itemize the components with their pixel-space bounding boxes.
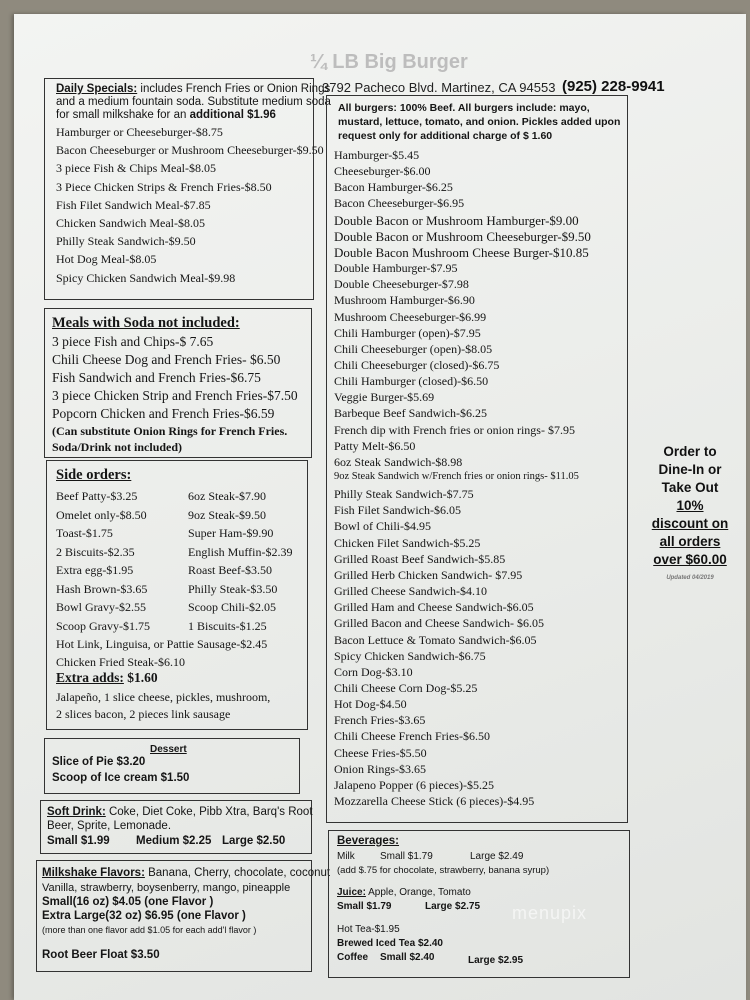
meals-heading: Meals with Soda not included: xyxy=(52,315,240,331)
burger-item: Barbeque Beef Sandwich-$6.25 xyxy=(334,406,487,421)
list-item: Hamburger or Cheeseburger-$8.75 xyxy=(56,125,223,139)
extra-adds-line-1: Jalapeño, 1 slice cheese, pickles, mushroom, xyxy=(56,690,271,704)
promo-line-3: Take Out xyxy=(661,480,719,495)
burger-item: Mozzarella Cheese Stick (6 pieces)-$4.95 xyxy=(334,794,535,808)
promo-line-7: over $60.00 xyxy=(653,552,727,567)
coffee-label: Coffee xyxy=(337,952,369,963)
list-item: 2 Biscuits-$2.35 xyxy=(56,544,135,559)
list-item: Spicy Chicken Sandwich Meal-$9.98 xyxy=(56,270,236,285)
discount-promo xyxy=(632,443,748,587)
list-item: Roast Beef-$3.50 xyxy=(188,563,272,577)
list-item: Beef Patty-$3.25 xyxy=(56,489,138,503)
soft-drink-large: Large $2.50 xyxy=(222,835,286,847)
list-item: 3 Piece Chicken Strips & French Fries-$8.50 xyxy=(56,179,272,194)
milk-note: (add $.75 for chocolate, strawberry, banana syrup) xyxy=(337,865,550,876)
burger-item: Double Hamburger-$7.95 xyxy=(334,261,458,276)
restaurant-address: 3792 Pacheco Blvd. Martinez, CA 94553 xyxy=(322,80,556,95)
coffee-large: Large $2.95 xyxy=(468,955,524,966)
list-item: Scoop Chili-$2.05 xyxy=(188,600,277,614)
burger-item: Chili Cheeseburger (closed)-$6.75 xyxy=(334,357,500,372)
root-beer-float: Root Beer Float $3.50 xyxy=(42,949,160,961)
list-item: Scoop Gravy-$1.75 xyxy=(56,618,150,633)
beverages-heading: Beverages: xyxy=(337,835,400,847)
promo-line-2: Dine-In or xyxy=(658,462,722,477)
juice-small: Small $1.79 xyxy=(337,901,392,912)
burger-item: Double Cheeseburger-$7.98 xyxy=(334,277,469,292)
daily-specials-intro-2: and a medium fountain soda. Substitute medium soda xyxy=(56,96,331,108)
milkshake-small: Small(16 oz) $4.05 (one Flavor ) xyxy=(42,896,214,908)
burger-item: Jalapeno Popper (6 pieces)-$5.25 xyxy=(334,777,494,792)
burger-item: Chili Hamburger (closed)-$6.50 xyxy=(334,374,489,389)
side-orders-heading: Side orders: xyxy=(56,467,132,483)
burger-item: Double Bacon Mushroom Cheese Burger-$10.85 xyxy=(334,244,589,260)
burger-item: Grilled Herb Chicken Sandwich- $7.95 xyxy=(334,567,523,582)
burger-item: Grilled Bacon and Cheese Sandwich- $6.05 xyxy=(334,616,544,631)
burgers-intro-3: request only for additional charge of $ 1.60 xyxy=(338,130,553,142)
hot-tea: Hot Tea-$1.95 xyxy=(337,924,400,935)
burger-item: Cheeseburger-$6.00 xyxy=(334,164,431,179)
daily-specials-intro-3: for small milkshake for an additional $1.96 xyxy=(56,109,276,121)
burger-item: Fish Filet Sandwich-$6.05 xyxy=(334,503,462,518)
promo-line-6: all orders xyxy=(659,534,721,549)
burger-item: Grilled Cheese Sandwich-$4.10 xyxy=(334,584,487,599)
burger-item: Grilled Roast Beef Sandwich-$5.85 xyxy=(334,551,506,566)
promo-line-4: 10% xyxy=(676,498,704,513)
list-item: Omelet only-$8.50 xyxy=(56,507,147,522)
list-item: 9oz Steak-$9.50 xyxy=(188,507,266,522)
list-item: Hot Link, Linguisa, or Pattie Sausage-$2.45 xyxy=(56,637,268,651)
list-item: 1 Biscuits-$1.25 xyxy=(188,618,267,633)
promo-line-1: Order to xyxy=(663,444,717,459)
juice-line: Juice: Apple, Orange, Tomato xyxy=(337,887,471,898)
soft-drink-line-1: Soft Drink: Coke, Diet Coke, Pibb Xtra, Barq's Root xyxy=(47,806,313,818)
burger-item: Mushroom Cheeseburger-$6.99 xyxy=(334,309,487,324)
list-item: 3 piece Fish & Chips Meal-$8.05 xyxy=(56,161,216,176)
burger-item: Chili Cheeseburger (open)-$8.05 xyxy=(334,341,493,356)
burger-item: Onion Rings-$3.65 xyxy=(334,761,427,776)
burger-item: Hamburger-$5.45 xyxy=(334,148,420,162)
list-item: Hash Brown-$3.65 xyxy=(56,581,148,596)
burger-item: 6oz Steak Sandwich-$8.98 xyxy=(334,454,463,469)
soft-drink-medium: Medium $2.25 xyxy=(136,835,212,847)
list-item: Chicken Fried Steak-$6.10 xyxy=(56,654,185,669)
burger-item: Chili Cheese French Fries-$6.50 xyxy=(334,729,490,744)
burger-item: Bacon Lettuce & Tomato Sandwich-$6.05 xyxy=(334,632,537,647)
milk-small: Small $1.79 xyxy=(380,851,433,862)
coffee-small: Small $2.40 xyxy=(380,952,435,963)
milk-label: Milk xyxy=(337,851,355,862)
burger-item: French Fries-$3.65 xyxy=(334,713,426,728)
burger-item: Mushroom Hamburger-$6.90 xyxy=(334,293,475,308)
watermark: menupix xyxy=(512,903,588,923)
burger-item: French dip with French fries or onion rings- $7.95 xyxy=(334,422,575,437)
burger-item: Cheese Fries-$5.50 xyxy=(334,745,427,760)
burger-item: Chili Hamburger (open)-$7.95 xyxy=(334,325,481,340)
milkshake-large: Extra Large(32 oz) $6.95 (one Flavor ) xyxy=(42,910,246,922)
extra-adds-line: Extra adds: $1.60 xyxy=(56,670,158,685)
milkshake-line-1: Milkshake Flavors: Banana, Cherry, chocolate, coconut xyxy=(42,867,331,879)
burger-item: Chili Cheese Corn Dog-$5.25 xyxy=(334,680,478,695)
list-item: 3 piece Fish and Chips-$ 7.65 xyxy=(52,334,214,349)
burger-item: Chicken Filet Sandwich-$5.25 xyxy=(334,535,481,550)
meals-note-2: Soda/Drink not included) xyxy=(52,440,183,454)
burger-item: Bowl of Chili-$4.95 xyxy=(334,519,432,534)
milk-large: Large $2.49 xyxy=(470,851,524,862)
list-item: Chili Cheese Dog and French Fries- $6.50 xyxy=(52,352,281,367)
milkshake-line-2: Vanilla, strawberry, boysenberry, mango, pineapple xyxy=(42,882,291,894)
extra-adds-line-2: 2 slices bacon, 2 pieces link sausage xyxy=(56,707,231,721)
burger-item: Patty Melt-$6.50 xyxy=(334,438,416,453)
list-item: Philly Steak-$3.50 xyxy=(188,581,278,596)
promo-updated: Updated 04/2019 xyxy=(666,575,714,581)
list-item: 3 piece Chicken Strip and French Fries-$7.50 xyxy=(52,388,298,403)
list-item: Bacon Cheeseburger or Mushroom Cheeseburger-$9.50 xyxy=(56,143,324,158)
list-item: Scoop of Ice cream $1.50 xyxy=(52,772,190,784)
list-item: Philly Steak Sandwich-$9.50 xyxy=(56,234,196,249)
burger-item: Bacon Hamburger-$6.25 xyxy=(334,180,453,195)
list-item: Super Ham-$9.90 xyxy=(188,526,274,540)
burgers-intro-1: All burgers: 100% Beef. All burgers include: mayo, xyxy=(338,102,590,114)
list-item: Extra egg-$1.95 xyxy=(56,563,134,577)
list-item: Fish Sandwich and French Fries-$6.75 xyxy=(52,370,261,385)
burger-item: Bacon Cheeseburger-$6.95 xyxy=(334,196,465,211)
promo-line-5: discount on xyxy=(651,516,729,531)
iced-tea: Brewed Iced Tea $2.40 xyxy=(337,938,443,949)
burger-item: Philly Steak Sandwich-$7.75 xyxy=(334,487,474,502)
meals-note-1: (Can substitute Onion Rings for French Fries. xyxy=(52,424,288,438)
burger-item: Veggie Burger-$5.69 xyxy=(334,390,435,405)
dessert-heading: Dessert xyxy=(150,744,187,755)
daily-specials-intro-1: Daily Specials: includes French Fries or Onion Rings xyxy=(56,83,331,95)
list-item: Popcorn Chicken and French Fries-$6.59 xyxy=(52,406,275,421)
list-item: 6oz Steak-$7.90 xyxy=(188,489,266,503)
burger-item: Double Bacon or Mushroom Cheeseburger-$9.50 xyxy=(334,228,591,244)
juice-large: Large $2.75 xyxy=(425,901,481,912)
soft-drink-line-2: Beer, Sprite, Lemonade. xyxy=(47,820,172,832)
burger-item: Corn Dog-$3.10 xyxy=(334,664,413,679)
milkshake-note: (more than one flavor add $1.05 for each add'l flavor ) xyxy=(42,925,257,935)
list-item: Fish Filet Sandwich Meal-$7.85 xyxy=(56,197,211,212)
burger-item: Hot Dog-$4.50 xyxy=(334,697,407,712)
soft-drink-small: Small $1.99 xyxy=(47,835,110,847)
list-item: Hot Dog Meal-$8.05 xyxy=(56,252,157,267)
list-item: Toast-$1.75 xyxy=(56,526,113,540)
list-item: Bowl Gravy-$2.55 xyxy=(56,600,146,614)
list-item: English Muffin-$2.39 xyxy=(188,544,293,559)
burger-item: Spicy Chicken Sandwich-$6.75 xyxy=(334,648,486,663)
burger-item: 9oz Steak Sandwich w/French fries or onion rings- $11.05 xyxy=(334,471,579,482)
restaurant-phone: (925) 228-9941 xyxy=(562,78,665,95)
burger-item: Grilled Ham and Cheese Sandwich-$6.05 xyxy=(334,600,534,615)
restaurant-title: ¼ LB Big Burger xyxy=(310,51,468,73)
burger-item: Double Bacon or Mushroom Hamburger-$9.00 xyxy=(334,212,579,228)
list-item: Slice of Pie $3.20 xyxy=(52,756,146,768)
list-item: Chicken Sandwich Meal-$8.05 xyxy=(56,216,205,230)
burgers-intro-2: mustard, lettuce, tomato, and onion. Pickles added upon xyxy=(338,116,621,128)
